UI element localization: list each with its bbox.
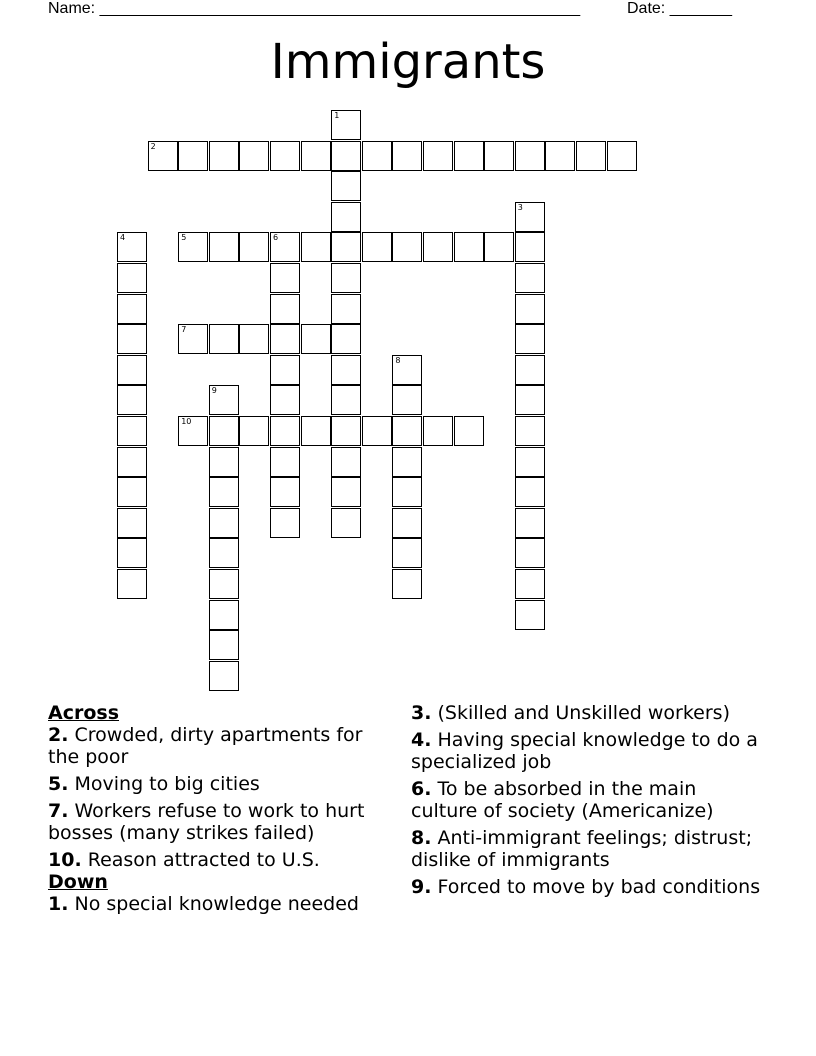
crossword-cell[interactable] bbox=[301, 141, 331, 171]
crossword-cell[interactable] bbox=[454, 232, 484, 262]
clue-text: Crowded, dirty apartments for the poor bbox=[48, 724, 363, 768]
crossword-cell[interactable] bbox=[392, 232, 422, 262]
crossword-cell[interactable] bbox=[331, 385, 361, 415]
crossword-cell[interactable] bbox=[117, 538, 147, 568]
crossword-cell[interactable] bbox=[331, 447, 361, 477]
crossword-cell[interactable] bbox=[117, 263, 147, 293]
crossword-cell[interactable] bbox=[515, 600, 545, 630]
crossword-cell[interactable] bbox=[331, 232, 361, 262]
clue-text: Moving to big cities bbox=[74, 773, 260, 795]
crossword-cell[interactable] bbox=[117, 447, 147, 477]
crossword-cell[interactable] bbox=[331, 508, 361, 538]
puzzle-title: Immigrants bbox=[270, 34, 546, 90]
crossword-cell[interactable] bbox=[392, 355, 422, 385]
clue-text: Forced to move by bad conditions bbox=[437, 876, 761, 898]
name-field-label: Name: ______________________________________________________ bbox=[48, 0, 581, 17]
crossword-cell[interactable] bbox=[515, 355, 545, 385]
crossword-cell[interactable] bbox=[178, 141, 208, 171]
clue-down-8 bbox=[411, 827, 761, 871]
crossword-cell[interactable] bbox=[117, 477, 147, 507]
crossword-cell[interactable] bbox=[117, 232, 147, 262]
clue-across-5 bbox=[48, 773, 398, 795]
crossword-cell[interactable] bbox=[515, 324, 545, 354]
crossword-cell[interactable] bbox=[301, 324, 331, 354]
crossword-cell[interactable] bbox=[392, 569, 422, 599]
crossword-cell[interactable] bbox=[301, 232, 331, 262]
crossword-cell[interactable] bbox=[454, 416, 484, 446]
crossword-cell[interactable] bbox=[148, 141, 178, 171]
crossword-cell[interactable] bbox=[270, 324, 300, 354]
crossword-cell[interactable] bbox=[209, 385, 239, 415]
crossword-cell[interactable] bbox=[392, 141, 422, 171]
clue-number: 10. bbox=[48, 849, 82, 871]
crossword-cell[interactable] bbox=[178, 232, 208, 262]
down-heading: Down bbox=[48, 871, 108, 893]
crossword-cell[interactable] bbox=[331, 171, 361, 201]
crossword-cell[interactable] bbox=[209, 630, 239, 660]
clue-text: Having special knowledge to do a specialized job bbox=[411, 729, 758, 773]
crossword-cell[interactable] bbox=[270, 232, 300, 262]
crossword-cell[interactable] bbox=[270, 447, 300, 477]
crossword-cell[interactable] bbox=[209, 600, 239, 630]
crossword-cell[interactable] bbox=[484, 232, 514, 262]
clue-number: 1. bbox=[48, 893, 69, 915]
crossword-cell[interactable] bbox=[423, 416, 453, 446]
clue-text: To be absorbed in the main culture of society (Americanize) bbox=[411, 778, 714, 822]
crossword-cell[interactable] bbox=[270, 477, 300, 507]
crossword-cell[interactable] bbox=[178, 324, 208, 354]
cell-number: 9 bbox=[211, 386, 217, 396]
crossword-cell[interactable] bbox=[392, 385, 422, 415]
crossword-cell[interactable] bbox=[576, 141, 606, 171]
crossword-cell[interactable] bbox=[423, 232, 453, 262]
crossword-cell[interactable] bbox=[545, 141, 575, 171]
clue-down-3 bbox=[411, 702, 761, 724]
crossword-cell[interactable] bbox=[117, 416, 147, 446]
crossword-cell[interactable] bbox=[515, 385, 545, 415]
clue-text: Workers refuse to work to hurt bosses (many strikes failed) bbox=[48, 800, 365, 844]
crossword-cell[interactable] bbox=[484, 141, 514, 171]
crossword-cell[interactable] bbox=[117, 294, 147, 324]
cell-number: 7 bbox=[181, 325, 187, 335]
clue-number: 9. bbox=[411, 876, 432, 898]
crossword-cell[interactable] bbox=[392, 508, 422, 538]
crossword-cell[interactable] bbox=[515, 569, 545, 599]
crossword-cell[interactable] bbox=[331, 324, 361, 354]
crossword-cell[interactable] bbox=[331, 110, 361, 140]
crossword-cell[interactable] bbox=[270, 294, 300, 324]
crossword-cell[interactable] bbox=[331, 263, 361, 293]
clue-down-9 bbox=[411, 876, 761, 898]
crossword-cell[interactable] bbox=[515, 141, 545, 171]
clue-across-10 bbox=[48, 849, 398, 871]
crossword-cell[interactable] bbox=[454, 141, 484, 171]
cell-number: 4 bbox=[120, 233, 126, 243]
crossword-cell[interactable] bbox=[117, 508, 147, 538]
crossword-cell[interactable] bbox=[117, 385, 147, 415]
crossword-cell[interactable] bbox=[270, 508, 300, 538]
clues-right-column bbox=[411, 702, 761, 903]
cell-number: 10 bbox=[181, 417, 192, 426]
crossword-cell[interactable] bbox=[392, 538, 422, 568]
crossword-cell[interactable] bbox=[209, 447, 239, 477]
crossword-cell[interactable] bbox=[423, 141, 453, 171]
crossword-cell[interactable] bbox=[178, 416, 208, 446]
cell-number: 6 bbox=[273, 233, 279, 243]
crossword-cell[interactable] bbox=[270, 355, 300, 385]
clue-number: 3. bbox=[411, 702, 432, 724]
crossword-cell[interactable] bbox=[515, 263, 545, 293]
crossword-cell[interactable] bbox=[270, 141, 300, 171]
crossword-cell[interactable] bbox=[515, 538, 545, 568]
clue-down-1 bbox=[48, 893, 398, 915]
crossword-cell[interactable] bbox=[515, 477, 545, 507]
crossword-cell[interactable] bbox=[209, 141, 239, 171]
clues-left-column bbox=[48, 702, 398, 920]
crossword-cell[interactable] bbox=[117, 569, 147, 599]
crossword-cell[interactable] bbox=[270, 385, 300, 415]
crossword-cell[interactable] bbox=[331, 355, 361, 385]
cell-number: 2 bbox=[150, 141, 156, 151]
crossword-cell[interactable] bbox=[362, 232, 392, 262]
clue-number: 2. bbox=[48, 724, 69, 746]
across-heading: Across bbox=[48, 702, 120, 724]
cell-number: 1 bbox=[334, 111, 340, 120]
crossword-cell[interactable] bbox=[209, 232, 239, 262]
crossword-cell[interactable] bbox=[392, 477, 422, 507]
crossword-cell[interactable] bbox=[515, 202, 545, 232]
clue-text: (Skilled and Unskilled workers) bbox=[437, 702, 730, 724]
clue-down-4 bbox=[411, 729, 761, 773]
crossword-cell[interactable] bbox=[331, 294, 361, 324]
crossword-cell[interactable] bbox=[515, 294, 545, 324]
crossword-cell[interactable] bbox=[331, 202, 361, 232]
date-field-label: Date: _______ bbox=[627, 0, 732, 17]
crossword-cell[interactable] bbox=[239, 324, 269, 354]
crossword-cell[interactable] bbox=[209, 508, 239, 538]
clue-text: Reason attracted to U.S. bbox=[87, 849, 320, 871]
crossword-cell[interactable] bbox=[209, 569, 239, 599]
crossword-cell[interactable] bbox=[239, 232, 269, 262]
crossword-cell[interactable] bbox=[392, 416, 422, 446]
crossword-cell[interactable] bbox=[331, 141, 361, 171]
crossword-cell[interactable] bbox=[362, 416, 392, 446]
clue-text: No special knowledge needed bbox=[74, 893, 359, 915]
crossword-cell[interactable] bbox=[331, 477, 361, 507]
clue-number: 6. bbox=[411, 778, 432, 800]
crossword-cell[interactable] bbox=[209, 538, 239, 568]
clue-across-7 bbox=[48, 800, 398, 844]
crossword-cell[interactable] bbox=[239, 416, 269, 446]
crossword-cell[interactable] bbox=[209, 661, 239, 691]
crossword-cell[interactable] bbox=[117, 355, 147, 385]
clue-number: 4. bbox=[411, 729, 432, 751]
cell-number: 8 bbox=[395, 355, 401, 365]
clue-number: 7. bbox=[48, 800, 69, 822]
clue-text: Anti-immigrant feelings; distrust; dislike of immigrants bbox=[411, 827, 753, 871]
clue-number: 8. bbox=[411, 827, 432, 849]
crossword-cell[interactable] bbox=[515, 416, 545, 446]
crossword-cell[interactable] bbox=[270, 416, 300, 446]
crossword-cell[interactable] bbox=[392, 447, 422, 477]
crossword-cell[interactable] bbox=[607, 141, 637, 171]
clue-across-2 bbox=[48, 724, 398, 768]
crossword-cell[interactable] bbox=[209, 477, 239, 507]
crossword-cell[interactable] bbox=[209, 416, 239, 446]
clue-down-6 bbox=[411, 778, 761, 822]
crossword-cell[interactable] bbox=[515, 447, 545, 477]
crossword-cell[interactable] bbox=[117, 324, 147, 354]
crossword-cell[interactable] bbox=[362, 141, 392, 171]
crossword-cell[interactable] bbox=[209, 324, 239, 354]
cell-number: 3 bbox=[517, 202, 523, 212]
crossword-cell[interactable] bbox=[331, 416, 361, 446]
crossword-cell[interactable] bbox=[270, 263, 300, 293]
crossword-cell[interactable] bbox=[515, 508, 545, 538]
crossword-cell[interactable] bbox=[301, 416, 331, 446]
clue-number: 5. bbox=[48, 773, 69, 795]
crossword-cell[interactable] bbox=[239, 141, 269, 171]
cell-number: 5 bbox=[181, 233, 187, 243]
crossword-cell[interactable] bbox=[515, 232, 545, 262]
